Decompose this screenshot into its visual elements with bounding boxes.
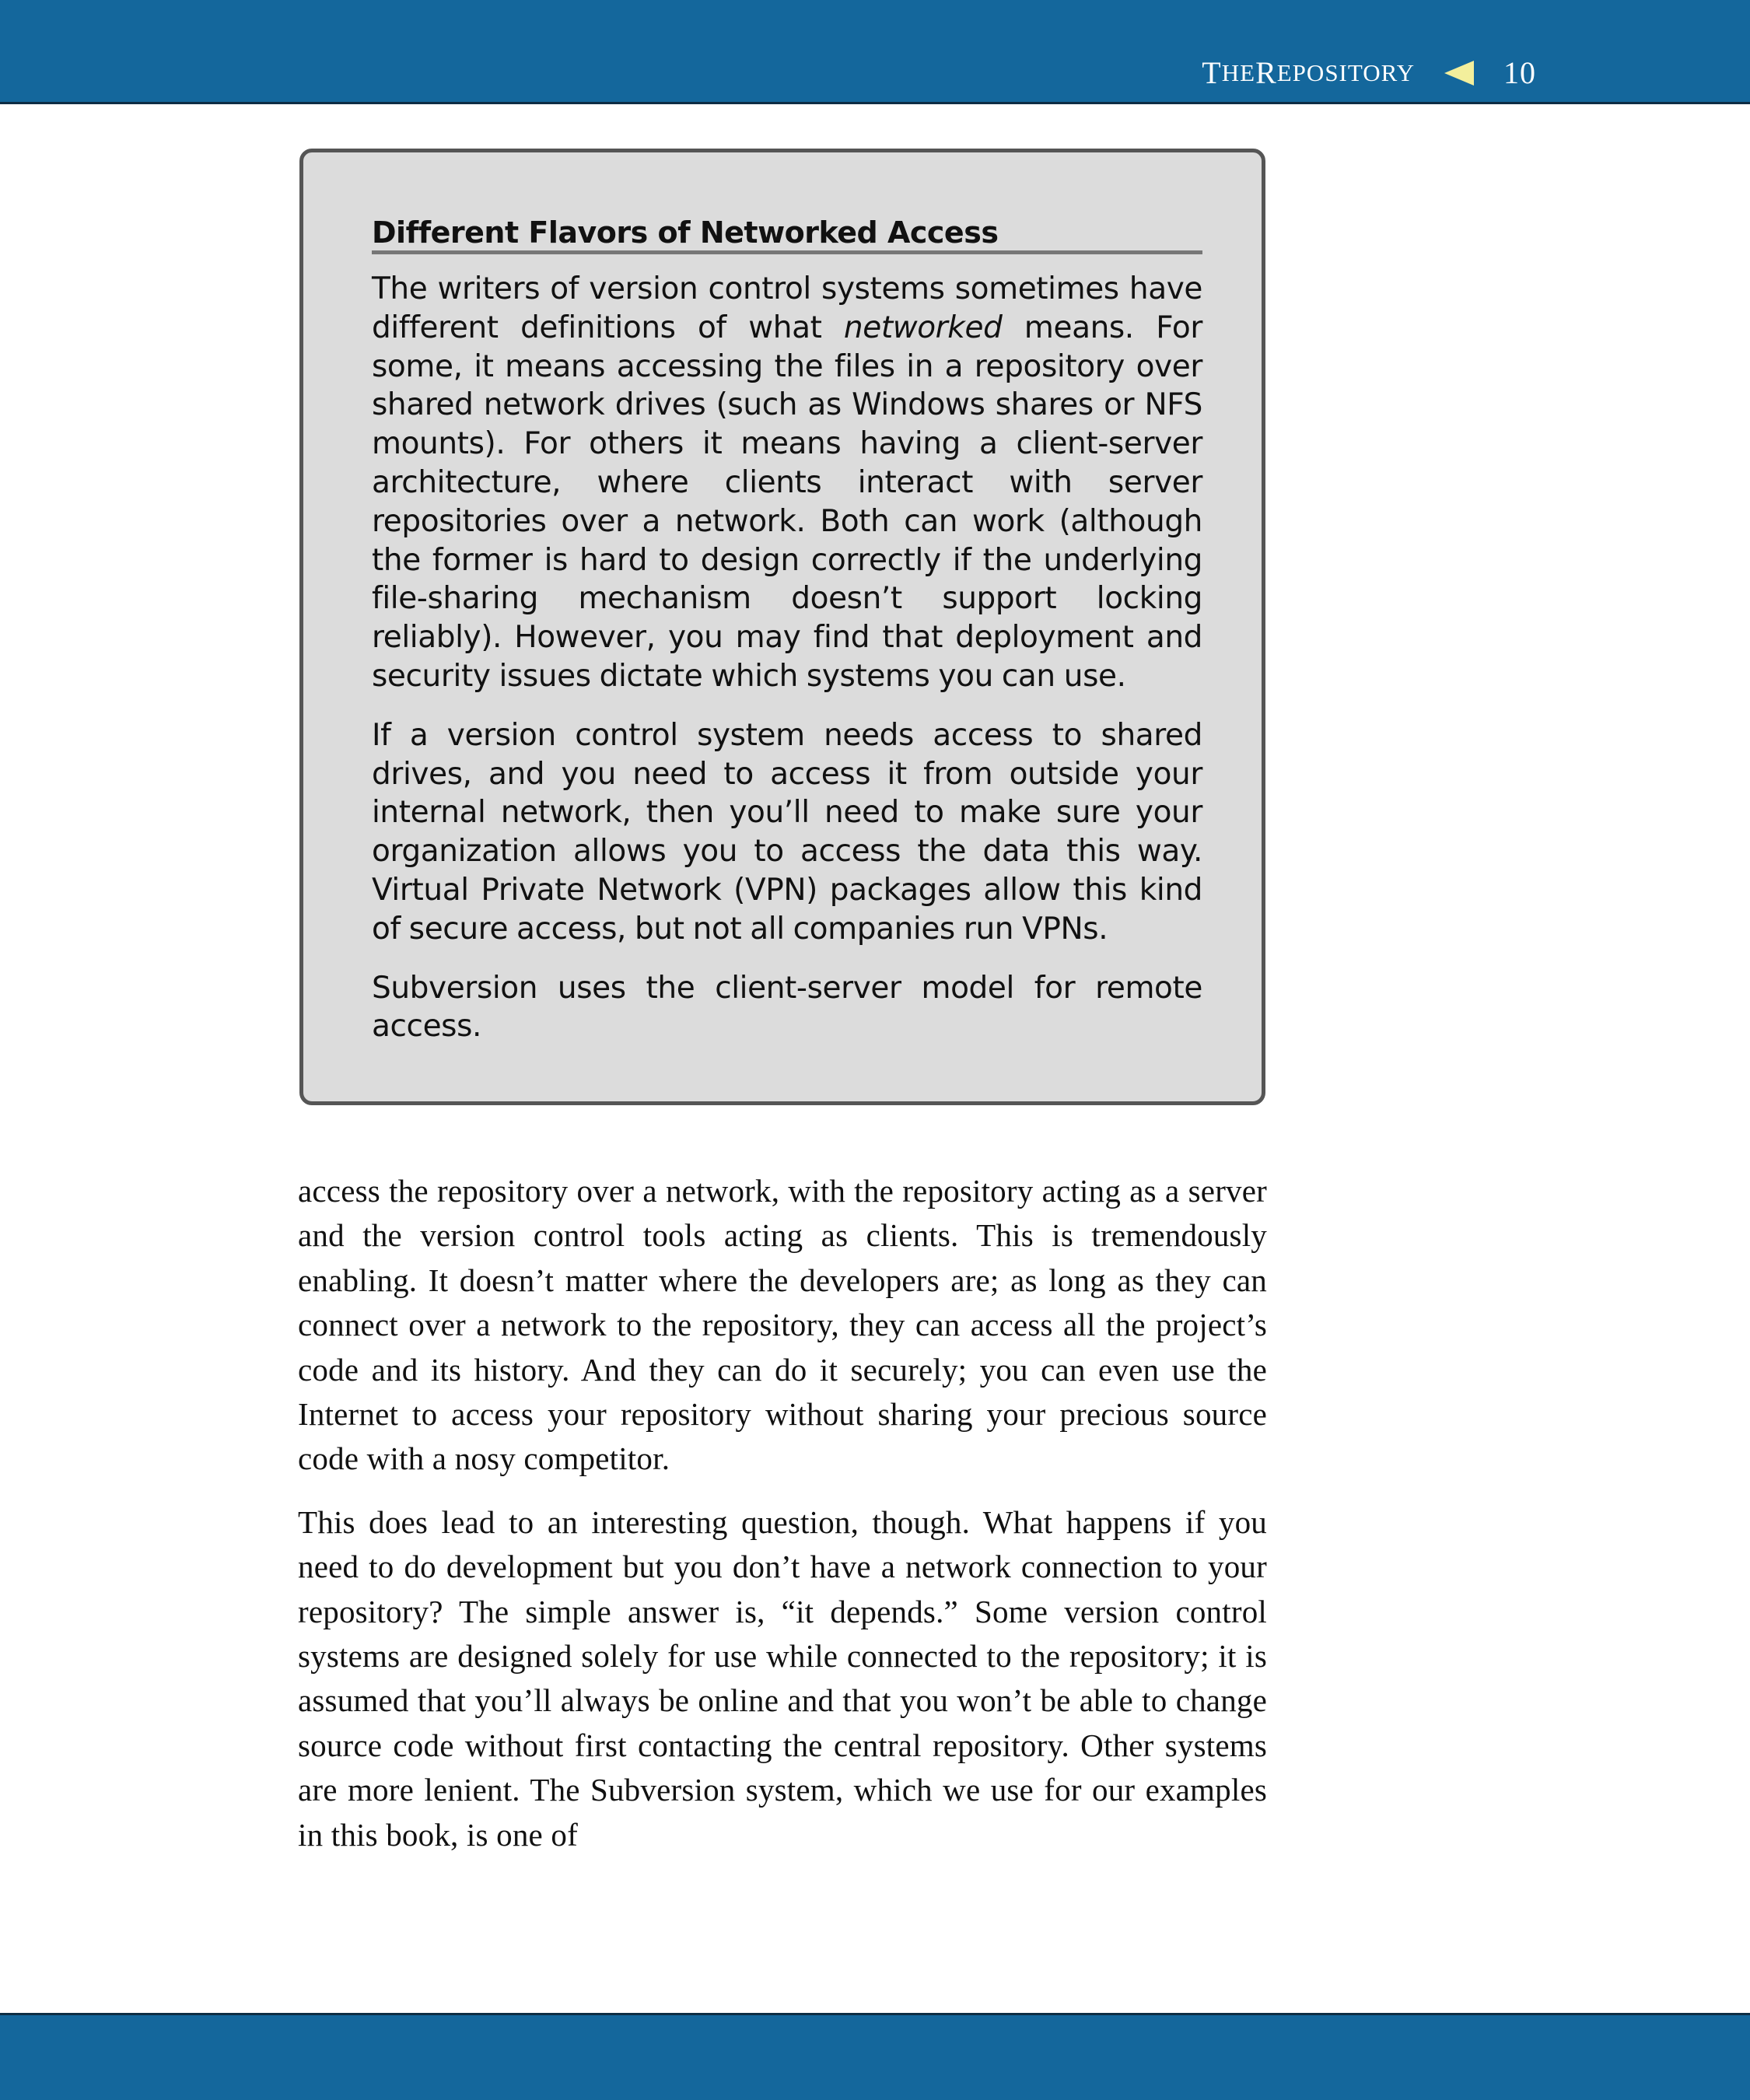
page-number: 10 bbox=[1503, 55, 1536, 90]
sidebar-paragraph-3: Subversion uses the client-server model for remote access. bbox=[372, 970, 1202, 1045]
sidebar-title: Different Flavors of Networked Access bbox=[372, 215, 1202, 254]
body-paragraph-1: access the repository over a network, with the repository acting as a server and the version control tools acting as clients. This is tremendously enabling. It doesn’t matter where the developers are; as long as they can connect over a network to the repository, they can access all the project’s code and its history. And they can do it securely; you can even use the Internet to access your repository without sharing your precious source code with a nosy competitor. bbox=[298, 1173, 1267, 1477]
running-head-initial-r: R bbox=[1255, 55, 1277, 90]
sidebar-paragraph-1 bbox=[372, 270, 1202, 696]
sidebar-p1-emphasis: networked bbox=[843, 310, 1003, 345]
running-head-initial-t: T bbox=[1202, 55, 1222, 90]
sidebar-content bbox=[372, 215, 1202, 1066]
sidebar-p1-end: means. For some, it means accessing the files in a repository over shared network drives (such as Windows shares or NFS mounts). For others it means having a client-server architecture, where clients interact with server repositories over a network. Both can work (although the former is hard to design correctly if the underlying file-sharing mechanism doesn’t support locking reliably). However, you may find that deployment and security issues dictate which systems you can use. bbox=[372, 310, 1202, 694]
body-text bbox=[298, 1169, 1267, 1876]
sidebar-p1-start: The writers of version control systems sometimes have different definitions of what bbox=[372, 271, 1202, 345]
left-arrow-icon[interactable] bbox=[1444, 61, 1474, 86]
body-paragraph-2: This does lead to an interesting question, though. What happens if you need to do development but you don’t have a network connection to your repository? The simple answer is, “it depends.” Some version control systems are designed solely for use while connected to the repository; it is assumed that you’ll always be online and that you won’t be able to change source code without first contacting the central repository. Other systems are more lenient. The Subversion system, which we use for our examples in this book, is one of bbox=[298, 1503, 1267, 1853]
footer-bar bbox=[0, 2013, 1750, 2100]
running-head-epository: EPOSITORY bbox=[1276, 58, 1415, 86]
sidebar-paragraph-2: If a version control system needs access to shared drives, and you need to access it from outside your internal network, then you’ll need to make sure your organization allows you to access the data this way. Virtual Private Network (VPN) packages allow this kind of secure access, but not all companies run VPNs. bbox=[372, 717, 1202, 947]
running-head-he: HE bbox=[1221, 58, 1256, 86]
running-head bbox=[1202, 54, 1536, 91]
sidebar-box bbox=[299, 149, 1265, 1105]
header-bar bbox=[0, 0, 1750, 104]
